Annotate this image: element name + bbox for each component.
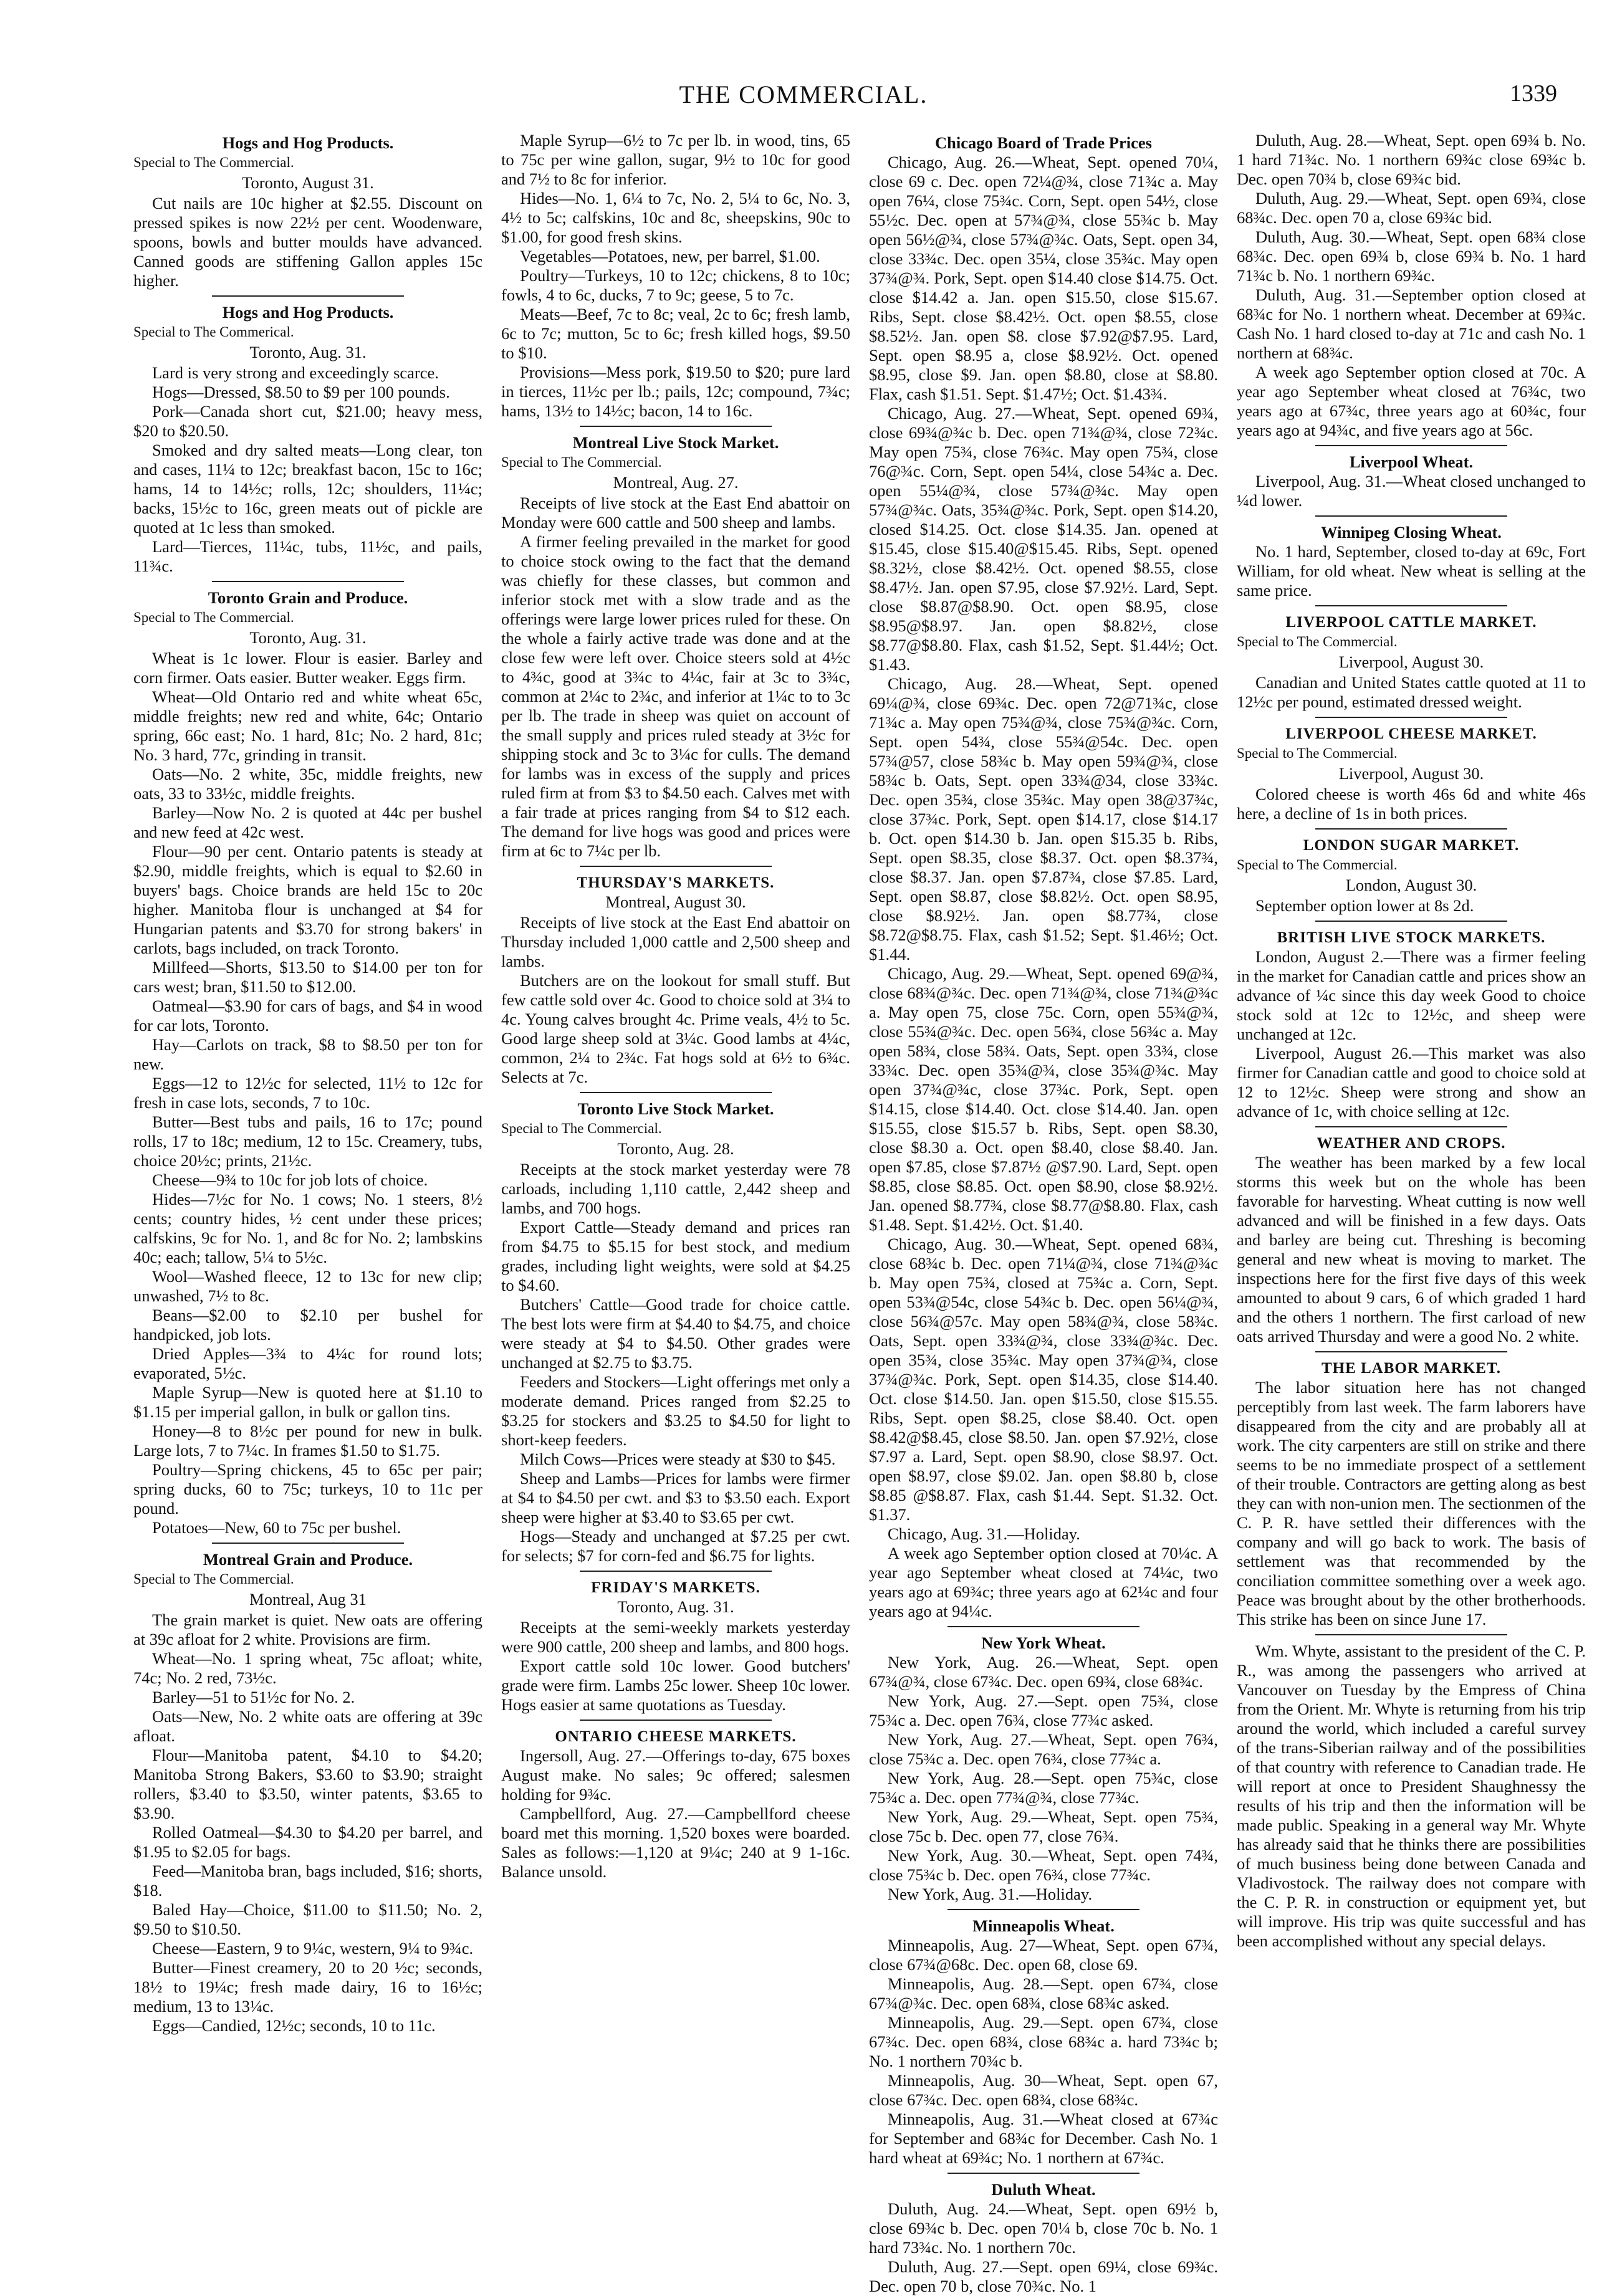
paragraph: Poultry—Spring chickens, 45 to 65c per pair; spring ducks, 60 to 75c; turkeys, 10 to 11c per pound.	[133, 1460, 482, 1518]
article-heading: LIVERPOOL CHEESE MARKET.	[1285, 725, 1537, 742]
paragraph: Hay—Carlots on track, $8 to $8.50 per ton for new.	[133, 1035, 482, 1073]
column-4	[1237, 131, 1586, 2181]
paragraph: Duluth, Aug. 27.—Sept. open 69¼, close 69¾c. Dec. open 70 b, close 70¾c. No. 1	[869, 2257, 1218, 2295]
article	[501, 1578, 850, 1715]
article	[869, 133, 1218, 1621]
paragraph: Hogs—Dressed, $8.50 to $9 per 100 pounds.	[152, 383, 450, 401]
column-rule	[1315, 717, 1507, 718]
paragraph: Lard—Tierces, 11¼c, tubs, 11½c, and pails, 11¾c.	[133, 537, 482, 575]
paragraph: Poultry—Turkeys, 10 to 12c; chickens, 8 to 10c; fowls, 4 to 6c, ducks, 7 to 9c; geese, 5 to 7c.	[501, 266, 850, 304]
column-rule	[1315, 515, 1507, 517]
special-credit: Special to The Commercial.	[1237, 634, 1398, 649]
paragraph: Chicago, Aug. 30.—Wheat, Sept. opened 68¾, close 68¾c b. Dec. open 71¼@¾, close 71¾@¾c b. May open 75¾, closed at 75¾c a. Corn, Sept. open 53¾@54c, close 54¾c b. Dec. open 56¼@¾, close 56¾@57c. May open 58¾@¾, close 58¾c. Oats, Sept. open 33¾@¾, close 33¾@¾c. Dec. open 35¾, close 35¾c. May open 37¾@¾, close 37¾@¾c. Pork, Sept. open $14.35, close $14.40. Oct. close $14.50. Jan. open $15.50, close $15.55. Ribs, Sept. open $8.25, close $8.40. Oct. open $8.42@$8.45, close $8.50. Jan. open $7.92½, close $7.97 a. Lard, Sept. open $8.90, close $8.97. Oct. open $8.97, close $9.02. Jan. open $8.80 b, close $8.85 @$8.87. Flax, cash $1.44. Sept. $1.32. Oct. $1.37.	[869, 1235, 1218, 1524]
paragraph: Duluth, Aug. 29.—Wheat, Sept. open 69¾, close 68¾c. Dec. open 70 a, close 69¾c bid.	[1237, 189, 1586, 227]
dateline: Montreal, Aug 31	[249, 1590, 367, 1609]
column-rule	[1315, 445, 1507, 446]
paragraph: New York, Aug. 29.—Wheat, Sept. open 75¾, close 75c b. Dec. open 77, close 76¾.	[869, 1807, 1218, 1845]
dateline: Toronto, Aug. 31.	[249, 628, 367, 647]
paragraph: Provisions—Mess pork, $19.50 to $20; pure lard in tierces, 11½c per lb.; pails, 12c; compound, 7¾c; hams, 13½ to 14½c; bacon, 14 to 16c.	[501, 363, 850, 420]
special-credit: Special to The Commercial.	[133, 610, 294, 625]
article-heading: Montreal Grain and Produce.	[203, 1550, 413, 1569]
article	[1237, 1642, 1586, 1951]
page-number: 1339	[1510, 80, 1557, 107]
paragraph: London, August 2.—There was a firmer feeling in the market for Canadian cattle and prices show an advance of ¼c since this day week Good to choice stock sold at 12c to 12½c, and sheep were unchanged at 12c.	[1237, 947, 1586, 1043]
article	[1237, 928, 1586, 1121]
article-heading: Toronto Live Stock Market.	[577, 1099, 774, 1118]
paragraph: Baled Hay—Choice, $11.00 to $11.50; No. 2, $9.50 to $10.50.	[133, 1900, 482, 1938]
paragraph: Duluth, Aug. 24.—Wheat, Sept. open 69½ b, close 69¾c b. Dec. open 70¼ b, close 70c b. No. 1 hard 73¾c. No. 1 northern 70c.	[869, 2199, 1218, 2257]
paragraph: Honey—8 to 8½c per pound for new in bulk. Large lots, 7 to 7¼c. In frames $1.50 to $1.75.	[133, 1422, 482, 1460]
paragraph: Wheat—No. 1 spring wheat, 75c afloat; white, 74c; No. 2 red, 73½c.	[133, 1649, 482, 1687]
article	[501, 1099, 850, 1566]
paragraph: Beans—$2.00 to $2.10 per bushel for handpicked, job lots.	[133, 1306, 482, 1344]
paragraph: Feeders and Stockers—Light offerings met only a moderate demand. Prices ranged from $2.25 to $3.25 for stockers and $3.25 to $4.50 for light to short-keep feeders.	[501, 1372, 850, 1449]
column-rule	[947, 1626, 1139, 1627]
dateline: London, August 30.	[1345, 876, 1477, 894]
paragraph: September option lower at 8s 2d.	[1255, 896, 1474, 915]
paragraph: Ingersoll, Aug. 27.—Offerings to-day, 675 boxes August make. No sales; 9c offered; salesmen holding for 9¾c.	[501, 1746, 850, 1804]
column-3	[869, 131, 1218, 2295]
column-rule	[580, 1720, 772, 1721]
dateline: Liverpool, August 30.	[1338, 764, 1484, 783]
paragraph: Chicago, Aug. 31.—Holiday.	[888, 1524, 1080, 1543]
paragraph: Chicago, Aug. 29.—Wheat, Sept. opened 69@¾, close 68¾@¾c. Dec. open 71¾@¾, close 71¾@¾c a. May open 75, close 75c. Corn, open 55¾@¾, close 55¾@¾c. Dec. open 56¾, close 56¾c a. May open 58¾, close 58¾. Oats, Sept. open 33¾, close 33¾c. Dec. open 35¾@¾, close 35¾@¾c. May open 37¾@¾c, close 37¾c. Pork, Sept. open $14.15, close $14.40. Oct. close $14.40. Jan. open $15.55, close $15.57 b. Ribs, Sept. open $8.30, close $8.30 a. Oct. open $8.40, close $8.40. Jan. open $7.85, close $7.87½ @$7.90. Lard, Sept. open $8.85, close $8.85. Oct. open $8.90, close $8.92½. Jan. opened $8.77¾, close $8.77@$8.80. Flax, cash $1.48. Sept. $1.42½. Oct. $1.40.	[869, 964, 1218, 1234]
article	[1237, 452, 1586, 510]
paragraph: Potatoes—New, 60 to 75c per bushel.	[152, 1518, 401, 1537]
paragraph: Eggs—12 to 12½c for selected, 11½ to 12c for fresh in case lots, seconds, 7 to 10c.	[133, 1074, 482, 1112]
column-rule	[947, 2173, 1139, 2174]
paragraph: Wool—Washed fleece, 12 to 13c for new clip; unwashed, 7½ to 8c.	[133, 1267, 482, 1305]
special-credit: Special to The Commercial.	[1237, 857, 1398, 873]
paragraph: New York, Aug. 27.—Wheat, Sept. open 76¾, close 75¾c a. Dec. open 76¾, close 77¾c a.	[869, 1730, 1218, 1768]
paragraph: Cut nails are 10c higher at $2.55. Discount on pressed spikes is now 22½ per cent. Woodenware, spoons, bowls and butter moulds have advanced. Canned goods are stiffening Gallon apples 15c higher.	[133, 194, 482, 290]
article-heading: Duluth Wheat.	[991, 2180, 1096, 2199]
column-1	[133, 131, 482, 2181]
article-heading: Hogs and Hog Products.	[222, 303, 394, 322]
paragraph: Dried Apples—3¾ to 4¼c for round lots; evaporated, 5½c.	[133, 1344, 482, 1382]
article-heading: FRIDAY'S MARKETS.	[591, 1579, 760, 1596]
paragraph: Minneapolis, Aug. 27—Wheat, Sept. open 67¾, close 67¾@68c. Dec. open 68, close 69.	[869, 1936, 1218, 1974]
column-rule	[947, 1909, 1139, 1910]
article-heading: Toronto Grain and Produce.	[208, 588, 408, 607]
article-heading: Chicago Board of Trade Prices	[935, 133, 1152, 152]
paragraph: Sheep and Lambs—Prices for lambs were firmer at $4 to $4.50 per cwt. and $3 to $3.50 each. Export sheep were higher at $3.40 to $3.65 per cwt.	[501, 1469, 850, 1526]
column-rule	[580, 1571, 772, 1572]
column-2	[501, 131, 850, 2181]
paragraph: Minneapolis, Aug. 31.—Wheat closed at 67¾c for September and 68¾c for December. Cash No. 1 hard wheat at 69¾c; No. 1 northern at 67¾c.	[869, 2110, 1218, 2167]
paragraph: Wheat is 1c lower. Flour is easier. Barley and corn firmer. Oats easier. Butter weaker. Eggs firm.	[133, 649, 482, 687]
article-heading: BRITISH LIVE STOCK MARKETS.	[1277, 929, 1546, 946]
paragraph: Canadian and United States cattle quoted at 11 to 12½c per pound, estimated dressed weight.	[1237, 673, 1586, 711]
paragraph: Hogs—Steady and unchanged at $7.25 per cwt. for selects; $7 for corn-fed and $6.75 for lights.	[501, 1527, 850, 1565]
paragraph: Flour—90 per cent. Ontario patents is steady at $2.90, middle freights, which is equal to $2.60 in buyers' bags. Choice brands are held 15c to 20c higher. Manitoba flour is unchanged at $4 for Hungarian patents and $3.70 for strong bakers' in carlots, bags included, on track Toronto.	[133, 842, 482, 957]
column-rule	[1315, 1634, 1507, 1635]
article-heading: Hogs and Hog Products.	[222, 133, 394, 152]
column-rule	[1315, 1351, 1507, 1352]
paragraph: Butter—Finest creamery, 20 to 20 ½c; seconds, 18½ to 19¼c; fresh made dairy, 16 to 16½c; medium, 13 to 13¼c.	[133, 1958, 482, 2016]
paragraph: A firmer feeling prevailed in the market for good to choice stock owing to the fact that the demand was chiefly for these classes, but common and inferior stock met with a slow trade and as the offerings were large lower prices ruled for these. On the whole a fairly active trade was done and at the close few were left over. Choice steers sold at 4½c to 4¾c, good at 3¾c to 4¼c, fair at 3c to 3¾c, common at 2¼c to 2¾c, and inferior at 1¼c to to 3c per lb. The trade in sheep was quiet on account of the small supply and prices ruled steady at 3½c for shipping stock and 3c to 3¼c for culls. The demand for lambs was in excess of the supply and prices ruled firm at from $3 to $4.50 each. Calves met with a fair trade at prices ranging from $4 to $12 each. The demand for live hogs was good and prices were firm at 6c to 7¼c per lb.	[501, 532, 850, 860]
article	[1237, 613, 1586, 712]
column-rule	[1315, 921, 1507, 922]
paragraph: Eggs—Candied, 12½c; seconds, 10 to 11c.	[152, 2016, 436, 2035]
paragraph: The labor situation here has not changed perceptibly from last week. The farm laborers have disappeared from the city and are probably all at work. The city carpenters are still on strike and there seems to be no immediate prospect of a settlement of their trouble. Contractors are getting along as best they can with non-union men. The sectionmen of the C. P. R. have settled their differences with the company and will go back to work. The basis of settlement was that recommended by the conciliation committee something over a week ago. Peace was brought about by the other brotherhoods. This strike has been on since June 17.	[1237, 1378, 1586, 1629]
article	[501, 873, 850, 1087]
paragraph: Export cattle sold 10c lower. Good butchers' grade were firm. Lambs 25c lower. Sheep 10c lower. Hogs easier at same quotations as Tuesday.	[501, 1657, 850, 1714]
masthead	[0, 80, 1607, 117]
paragraph: The weather has been marked by a few local storms this week but on the whole has been favorable for harvesting. Wheat cutting is now well advanced and will be finished in a few days. Oats and barley are being cut. Threshing is becoming general and new wheat is moving to market. The inspections here for the first five days of this week amounted to about 9 cars, 6 of which graded 1 hard and the others 1 northern. The first carload of new oats arrived Thursday and were a good No. 2 white.	[1237, 1153, 1586, 1346]
article-heading: Montreal Live Stock Market.	[572, 433, 779, 452]
paragraph: A week ago September option closed at 70¼c. A year ago September wheat closed at 74¼c, two years ago at 69¾c; three years ago at 62¼c and four years ago at 94¼c.	[869, 1544, 1218, 1620]
paragraph: Minneapolis, Aug. 28.—Sept. open 67¾, close 67¾@¾c. Dec. open 68¾, close 68¾c asked.	[869, 1974, 1218, 2012]
article-heading: New York Wheat.	[981, 1634, 1106, 1652]
paragraph: Vegetables—Potatoes, new, per barrel, $1.00.	[520, 247, 820, 265]
special-credit: Special to The Commercial.	[501, 1121, 662, 1136]
paragraph: Maple Syrup—6½ to 7c per lb. in wood, tins, 65 to 75c per wine gallon, sugar, 9½ to 10c for good and 7½ to 8c for inferior.	[501, 131, 850, 188]
article	[869, 1916, 1218, 2168]
paragraph: Butchers' Cattle—Good trade for choice cattle. The best lots were firm at $4.40 to $4.75, and choice were steady at $4 to $4.50. Other grades were unchanged at $2.75 to $3.75.	[501, 1295, 850, 1372]
article-heading: Liverpool Wheat.	[1349, 452, 1474, 471]
paragraph: Duluth, Aug. 28.—Wheat, Sept. open 69¾ b. No. 1 hard 71¾c. No. 1 northern 69¾c close 69¾c b. Dec. open 70¾ b, close 69¾c bid.	[1237, 131, 1586, 188]
article	[1237, 836, 1586, 916]
article-heading: THURSDAY'S MARKETS.	[577, 874, 775, 891]
paragraph: New York, Aug. 27.—Sept. open 75¾, close 75¾c a. Dec. open 76¾, close 77¾c asked.	[869, 1691, 1218, 1729]
paragraph: Hides—7½c for No. 1 cows; No. 1 steers, 8½ cents; country hides, ½ cent under these prices; calfskins, 9c for No. 1, and 8c for No. 2; lambskins 40c; each; tallow, 5¼ to 5½c.	[133, 1190, 482, 1266]
paragraph: New York, Aug. 26.—Wheat, Sept. open 67¾@¾, close 67¾c. Dec. open 69¾, close 68¾c.	[869, 1653, 1218, 1691]
article	[133, 1550, 482, 2035]
dateline: Montreal, August 30.	[605, 892, 746, 911]
article	[501, 1727, 850, 1882]
paragraph: Export Cattle—Steady demand and prices ran from $4.75 to $5.15 for best stock, and medium grades, including light weights, were sold at $4.25 to $4.60.	[501, 1218, 850, 1294]
article	[133, 303, 482, 576]
paragraph: Colored cheese is worth 46s 6d and white 46s here, a decline of 1s in both prices.	[1237, 785, 1586, 823]
paragraph: Cheese—9¾ to 10c for job lots of choice.	[152, 1170, 428, 1189]
article	[1237, 523, 1586, 600]
paragraph: Receipts of live stock at the East End abattoir on Monday were 600 cattle and 500 sheep and lambs.	[501, 494, 850, 532]
article	[869, 2180, 1218, 2296]
paragraph: Smoked and dry salted meats—Long clear, ton and cases, 11¼ to 12c; breakfast bacon, 15c to 16c; hams, 14 to 14½c; rolls, 12c; shoulders, 11¼c; backs, 15½c to 16c, green meats out of pickle are quoted at 1c less than smoked.	[133, 441, 482, 537]
column-rule	[1315, 1126, 1507, 1127]
article	[1237, 1359, 1586, 1629]
dateline: Liverpool, August 30.	[1338, 653, 1484, 671]
column-rule	[1315, 605, 1507, 606]
column-rule	[212, 295, 404, 297]
paragraph: New York, Aug. 31.—Holiday.	[888, 1885, 1093, 1903]
article	[1237, 1134, 1586, 1346]
paragraph: Barley—51 to 51½c for No. 2.	[152, 1688, 355, 1706]
paragraph: Liverpool, August 26.—This market was also firmer for Canadian cattle and good to choice sold at 12 to 12½c. Sheep were strong and show an advance of 1c, with choice selling at 12c.	[1237, 1044, 1586, 1121]
paragraph: Butter—Best tubs and pails, 16 to 17c; pound rolls, 17 to 18c; medium, 12 to 15c. Creamery, tubs, choice 20½c; prints, 21½c.	[133, 1112, 482, 1170]
article-heading: ONTARIO CHEESE MARKETS.	[555, 1728, 797, 1745]
paragraph: Chicago, Aug. 26.—Wheat, Sept. opened 70¼, close 69 c. Dec. open 72¼@¾, close 71¾c a. May open 76¼, close 75¾c. Corn, Sept. open 54½, close 55½c. Dec. open at 57¾@¾, close 55¾c b. May open 56½@¾, close 57¾@¾c. Oats, Sept. open 34, close 33¾c. Dec. open 35¼, close 35¾c. May open 37¾@¾. Pork, Sept. open $14.40 close $14.75. Oct. close $14.42 a. Jan. open $15.50, close $15.67. Ribs, Sept. close $8.42½. Oct. open $8.55, close $8.52½. Jan. open $8. close $7.92@$7.95. Lard, Sept. open $8.95 a, close $8.92½. Oct. opened $8.95, close $9. Jan. open $8.80, close at $8.80. Flax, cash $1.51. Sept. $1.47½; Oct. $1.43¾.	[869, 153, 1218, 403]
paragraph: Meats—Beef, 7c to 8c; veal, 2c to 6c; fresh lamb, 6c to 7c; mutton, 5c to 6c; fresh killed hogs, $9.50 to $10.	[501, 305, 850, 362]
paragraph: Feed—Manitoba bran, bags included, $16; shorts, $18.	[133, 1862, 482, 1900]
paragraph: Maple Syrup—New is quoted here at $1.10 to $1.15 per imperial gallon, in bulk or gallon tins.	[133, 1383, 482, 1421]
special-credit: Special to The Commercial.	[133, 1571, 294, 1587]
column-rule	[212, 581, 404, 582]
paragraph: Receipts at the stock market yesterday were 78 carloads, including 1,110 cattle, 2,442 sheep and lambs, and 700 hogs.	[501, 1160, 850, 1217]
paragraph: Chicago, Aug. 28.—Wheat, Sept. opened 69¼@¾, close 69¾c. Dec. open 72@71¾c, close 71¾c a. May open 75¾@¾, close 75¾@¾c. Corn, Sept. open 54¾, close 55¾@54c. Dec. open 57¾@57, close 58¾c b. May open 59¾@¾, close 58¾c b. Oats, Sept. open 33¾@34, close 33¾c. Dec. open 35¾, close 35¾c. May open 38@37¾c, close 37¾c. Pork, Sept. open $14.17, close $14.17 b. Oct. open $14.30 b. Jan. open $15.35 b. Ribs, Sept. open $8.35, close $8.37. Oct. open $8.37¾, close $8.37. Jan. open $7.87¾, close $7.85. Lard, Sept. open $8.87, close $8.82½. Oct. open $8.95, close $8.92½. Jan. open $8.77¾, close $8.72@$8.75. Flax, cash $1.52; Sept. $1.46½; Oct. $1.44.	[869, 674, 1218, 964]
article-heading: Minneapolis Wheat.	[972, 1916, 1115, 1935]
article-heading: WEATHER AND CROPS.	[1317, 1135, 1506, 1152]
article-heading: LIVERPOOL CATTLE MARKET.	[1285, 614, 1537, 631]
article	[1237, 131, 1586, 440]
column-rule	[580, 426, 772, 427]
column-rule	[212, 1543, 404, 1544]
paragraph: No. 1 hard, September, closed to-day at 69c, Fort William, for old wheat. New wheat is selling at the same price.	[1237, 542, 1586, 600]
article	[501, 131, 850, 421]
special-credit: Special to The Commercial.	[1237, 745, 1398, 761]
dateline: Toronto, Aug. 31.	[617, 1597, 734, 1616]
article	[869, 1634, 1218, 1904]
article	[133, 133, 482, 290]
dateline: Toronto, Aug. 31.	[249, 343, 367, 361]
paragraph: Pork—Canada short cut, $21.00; heavy mess, $20 to $20.50.	[133, 402, 482, 440]
paragraph: Oatmeal—$3.90 for cars of bags, and $4 in wood for car lots, Toronto.	[133, 997, 482, 1035]
paragraph: The grain market is quiet. New oats are offering at 39c afloat for 2 white. Provisions are firm.	[133, 1610, 482, 1648]
paragraph: Minneapolis, Aug. 29.—Sept. open 67¾, close 67¾c. Dec. open 68¾, close 68¾c a. hard 73¾c b; No. 1 northern 70¾c b.	[869, 2013, 1218, 2070]
paragraph: Butchers are on the lookout for small stuff. But few cattle sold over 4c. Good to choice sold at 3¼ to 4c. Young calves brought 4c. Prime veals, 4½ to 5c. Good large sheep sold at 3¼c. Good lambs at 4¼c, common, 2¼ to 2¾c. Fat hogs sold at 6½ to 6¾c. Selects at 7c.	[501, 971, 850, 1086]
special-credit: Special to The Commerical.	[133, 324, 294, 340]
paragraph: Millfeed—Shorts, $13.50 to $14.00 per ton for cars west; bran, $11.50 to $12.00.	[133, 958, 482, 996]
article	[501, 433, 850, 861]
paragraph: Oats—No. 2 white, 35c, middle freights, new oats, 33 to 33½c, middle freights.	[133, 765, 482, 803]
paragraph: Hides—No. 1, 6¼ to 7c, No. 2, 5¼ to 6c, No. 3, 4½ to 5c; calfskins, 10c and 8c, sheepskins, 90c to $1.00, for good fresh skins.	[501, 189, 850, 246]
dateline: Toronto, August 31.	[242, 173, 374, 192]
paragraph: Minneapolis, Aug. 30—Wheat, Sept. open 67, close 67¾c. Dec. open 68¾, close 68¾c.	[869, 2071, 1218, 2109]
paragraph: Lard is very strong and exceedingly scarce.	[152, 363, 439, 382]
paragraph: Cheese—Eastern, 9 to 9¼c, western, 9¼ to 9¾c.	[152, 1939, 474, 1958]
column-rule	[1315, 828, 1507, 830]
paragraph: Flour—Manitoba patent, $4.10 to $4.20; Manitoba Strong Bakers, $3.60 to $3.90; straight rollers, $3.40 to $3.50, winter patents, $3.65 to $3.90.	[133, 1746, 482, 1822]
paragraph: Liverpool, Aug. 31.—Wheat closed unchanged to ¼d lower.	[1237, 472, 1586, 510]
paragraph: New York, Aug. 30.—Wheat, Sept. open 74¾, close 75¾c b. Dec. open 76¾, close 77¾c.	[869, 1846, 1218, 1884]
paragraph: A week ago September option closed at 70c. A year ago September wheat closed at 76¾c, two years ago at 67¾c, three years ago at 60¾c, four years ago at 94¾c, and five years ago at 56c.	[1237, 363, 1586, 439]
paragraph: Oats—New, No. 2 white oats are offering at 39c afloat.	[133, 1707, 482, 1745]
paragraph: Wm. Whyte, assistant to the president of the C. P. R., was among the passengers who arrived at Vancouver on Tuesday by the Empress of China from the Orient. Mr. Whyte is returning from his trip around the world, which included a careful survey of the trans-Siberian railway and of the possibilities of that country with reference to Canadian trade. He will report at once to President Shaughnessy the results of his trip and then the information will be made public. Speaking in a general way Mr. Whyte has already said that he thinks there are possibilities of much business being done between Canada and Vladivostock. The railway does not compare with the C. P. R. in construction or equipment yet, but will improve. His trip was quite successful and has been accomplished without any special delays.	[1237, 1642, 1586, 1950]
publication-title: THE COMMERCIAL.	[679, 80, 928, 108]
article-heading: THE LABOR MARKET.	[1321, 1360, 1502, 1377]
column-rule	[580, 866, 772, 867]
article	[1237, 724, 1586, 823]
paragraph: Barley—Now No. 2 is quoted at 44c per bushel and new feed at 42c west.	[133, 803, 482, 841]
paragraph: Chicago, Aug. 27.—Wheat, Sept. opened 69¾, close 69¾@¾c b. Dec. open 71¾@¾, close 72¾c. May open 75¾, close 76¾c. May open 75¾, close 76@¾c. Corn, Sept. open 54¼, close 54¾c a. Dec. open 55¼@¾, close 57¾@¾c. May open 57¾@¾c. Oats, 35¾@¾c. Pork, Sept. open $14.20, closed $14.25. Oct. close $14.35. Jan. opened at $15.45, close $15.40@$15.45. Ribs, Sept. opened $8.32½, close $8.42½. Oct. opened $8.55, close $8.47½. Jan. open $7.95, close $7.92½. Lard, Sept. close $8.87@$8.90. Oct. open $8.95, close $8.95@$8.97. Jan. open $8.82½, close $8.77@$8.80. Flax, cash $1.52, Sept. $1.44½; Oct. $1.43.	[869, 404, 1218, 674]
special-credit: Special to The Commercial.	[501, 454, 662, 470]
paragraph: Campbellford, Aug. 27.—Campbellford cheese board met this morning. 1,520 boxes were boarded. Sales as follows:—1,120 at 9¼c; 240 at 9 1-16c. Balance unsold.	[501, 1804, 850, 1881]
article	[133, 588, 482, 1538]
dateline: Toronto, Aug. 28.	[617, 1139, 734, 1158]
paragraph: Duluth, Aug. 31.—September option closed at 68¾c for No. 1 northern wheat. December at 69¾c. Cash No. 1 hard closed to-day at 71c and cash No. 1 northern at 68¾c.	[1237, 285, 1586, 362]
article-heading: LONDON SUGAR MARKET.	[1303, 837, 1520, 854]
column-rule	[580, 1092, 772, 1093]
paragraph: Rolled Oatmeal—$4.30 to $4.20 per barrel, and $1.95 to $2.05 for bags.	[133, 1823, 482, 1861]
paragraph: Receipts of live stock at the East End abattoir on Thursday included 1,000 cattle and 2,500 sheep and lambs.	[501, 913, 850, 970]
paragraph: Receipts at the semi-weekly markets yesterday were 900 cattle, 200 sheep and lambs, and 800 hogs.	[501, 1618, 850, 1656]
dateline: Montreal, Aug. 27.	[613, 473, 739, 492]
paragraph: Wheat—Old Ontario red and white wheat 65c, middle freights; new red and white, 64c; Ontario spring, 66c east; No. 1 hard, 81c; No. 2 hard, 81c; No. 3 hard, 77c, grinding in transit.	[133, 687, 482, 764]
paragraph: New York, Aug. 28.—Sept. open 75¾c, close 75¾c a. Dec. open 77¾@¾, close 77¾c.	[869, 1769, 1218, 1807]
special-credit: Special to The Commercial.	[133, 155, 294, 170]
paragraph: Milch Cows—Prices were steady at $30 to $45.	[520, 1450, 836, 1468]
article-heading: Winnipeg Closing Wheat.	[1321, 523, 1502, 542]
paragraph: Duluth, Aug. 30.—Wheat, Sept. open 68¾ close 68¾c. Dec. open 69¾ b, close 69¾ b. No. 1 hard 71¾c b. No. 1 northern 69¾c.	[1237, 227, 1586, 285]
